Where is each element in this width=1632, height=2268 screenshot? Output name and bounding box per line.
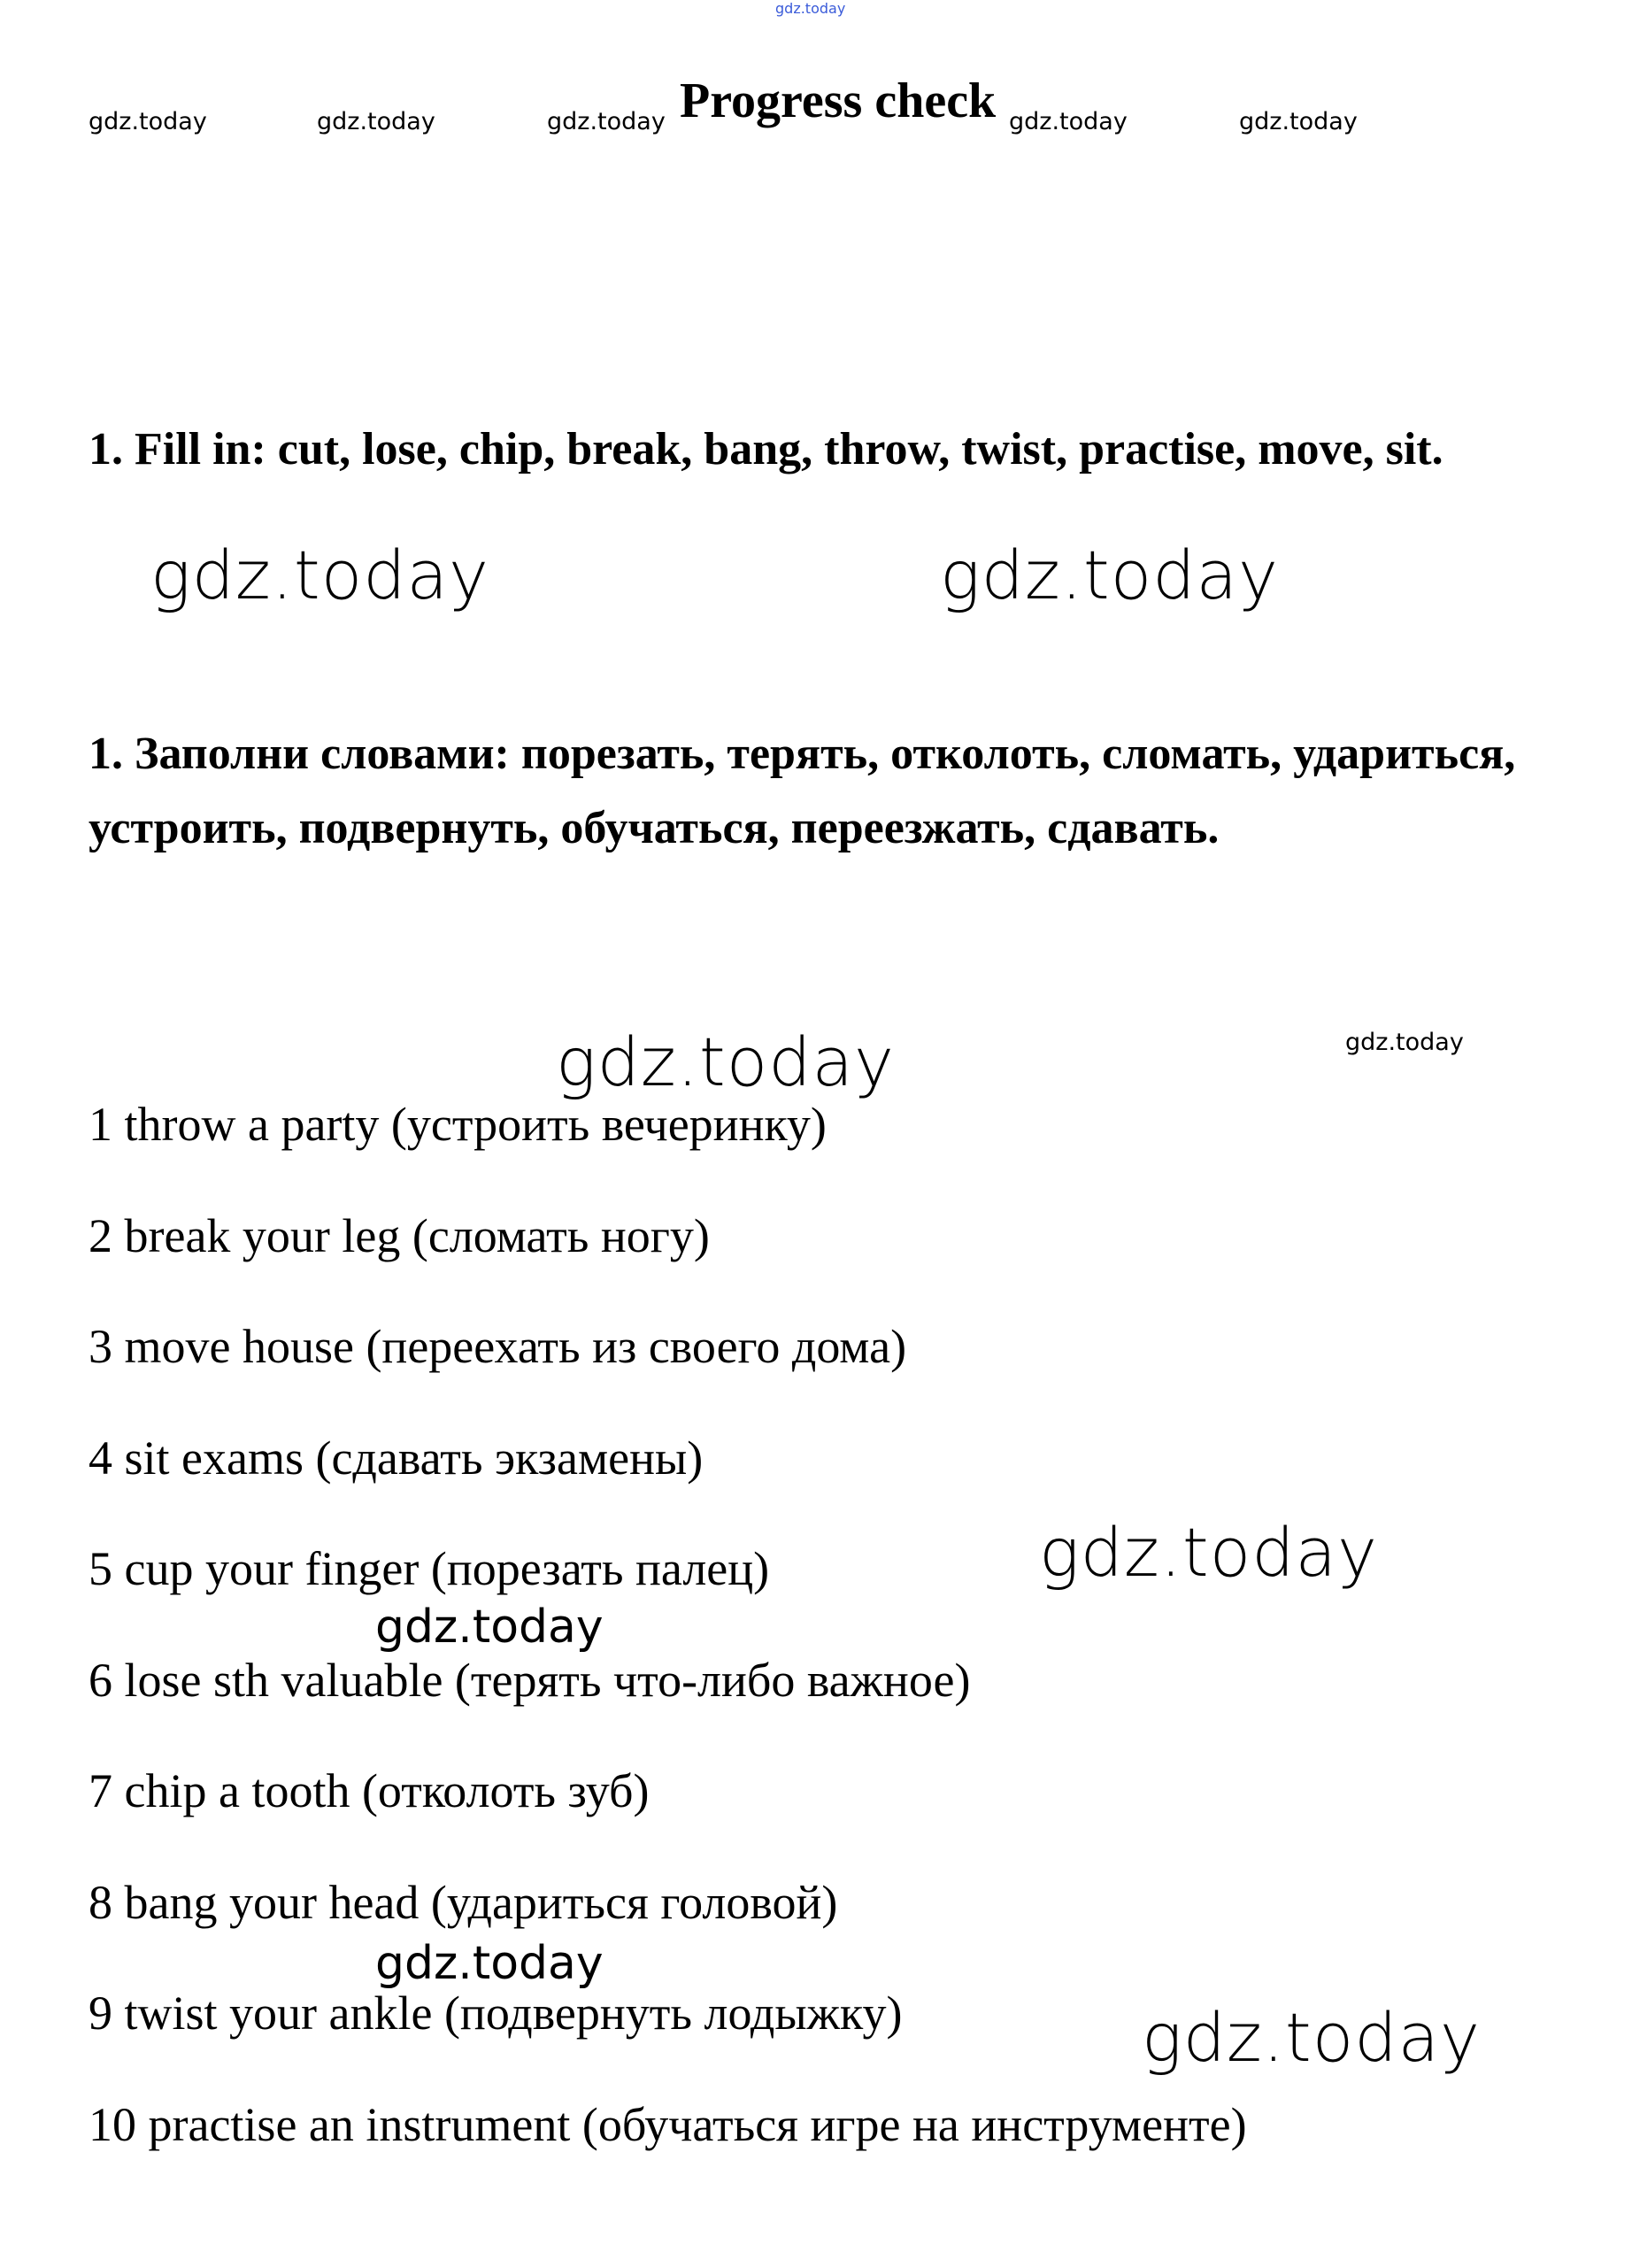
answer-item: 1 throw a party (устроить вечеринку) <box>89 1098 827 1151</box>
watermark: gdz.today <box>1009 108 1128 135</box>
answer-item: 6 lose sth valuable (терять что-либо важное) <box>89 1653 971 1707</box>
task-instruction-en: 1. Fill in: cut, lose, chip, break, bang, throw, twist, practise, move, sit. <box>89 424 1443 474</box>
watermark: gdz.today <box>375 1601 604 1654</box>
answer-item: 2 break your leg (сломать ногу) <box>89 1208 710 1262</box>
answer-list <box>89 1096 1247 2207</box>
watermark: gdz.today <box>317 108 435 135</box>
page-title: Progress check <box>680 73 997 128</box>
watermark: gdz.today <box>150 536 489 614</box>
watermark: gdz.today <box>1239 108 1358 135</box>
watermark: gdz.today <box>1142 1998 1481 2077</box>
watermark: gdz.today <box>556 1022 895 1101</box>
watermark: gdz.today <box>89 108 207 135</box>
answer-item: 4 sit exams (сдавать экзамены) <box>89 1431 704 1485</box>
watermark: gdz.today <box>1345 1029 1464 1056</box>
watermark: gdz.today <box>775 0 846 17</box>
task-instruction-ru: 1. Заполни словами: порезать, терять, отколоть, сломать, удариться, устроить, подвернуть, обучаться, переезжать, сдавать. <box>89 729 1516 853</box>
answer-item: 8 bang your head (удариться головой) <box>89 1875 838 1929</box>
watermark: gdz.today <box>1039 1513 1378 1592</box>
answer-item: 7 chip a tooth (отколоть зуб) <box>89 1764 650 1817</box>
answer-item: 9 twist your ankle (подвернуть лодыжку) <box>89 1986 903 2040</box>
answer-item: 5 cup your finger (порезать палец) <box>89 1542 770 1595</box>
watermark: gdz.today <box>547 108 666 135</box>
answer-item: 10 practise an instrument (обучаться игре на инструменте) <box>89 2097 1247 2151</box>
watermark: gdz.today <box>375 1937 604 1990</box>
answer-item: 3 move house (переехать из своего дома) <box>89 1320 907 1373</box>
watermark: gdz.today <box>940 536 1279 614</box>
